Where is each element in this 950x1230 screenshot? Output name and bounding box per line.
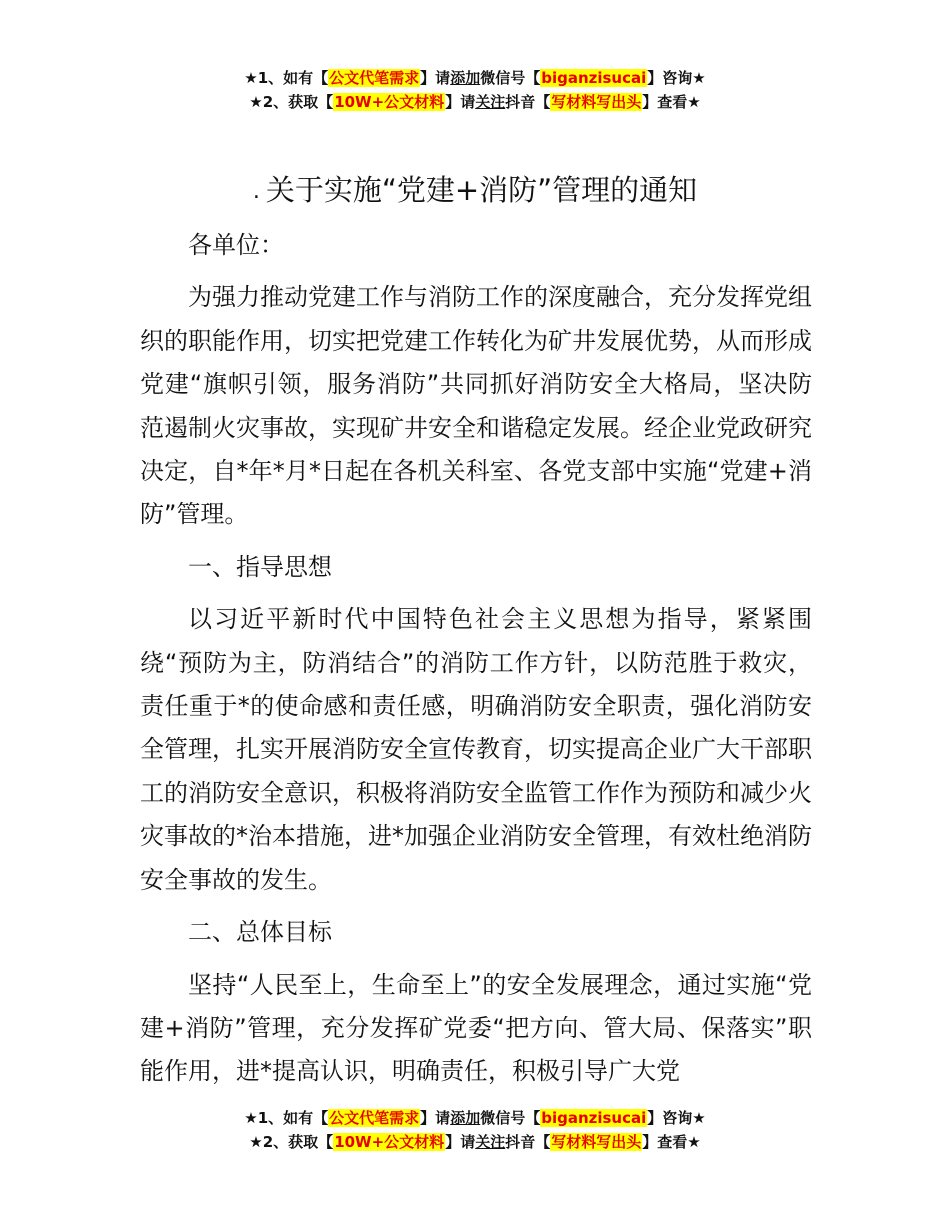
promo-underlined-text: 关注 [475, 93, 506, 111]
promo-text: 抖音【 [505, 1133, 551, 1151]
promo-text: 】查看★ [642, 93, 701, 111]
promo-text: 微信号【 [480, 69, 541, 87]
section-body-guiding-ideology: 以习近平新时代中国特色社会主义思想为指导，紧紧围绕“预防为主，防消结合”的消防工作方针，以防范胜于救灾，责任重于*的使命感和责任感，明确消防安全职责，强化消防安全管理，扎实开展消防安全宣传教育，切实提高企业广大干部职工的消防安全意识，积极将消防安全监管工作作为预防和减少火灾事故的*治本措施，进*加强企业消防安全管理，有效杜绝消防安全事故的发生。 [140, 605, 812, 894]
title-mark: . [252, 179, 260, 204]
section-heading-guiding-ideology: 一、指导思想 [188, 552, 332, 581]
promo-line-1 [0, 1106, 950, 1130]
promo-wechat-id: biganzisucai [541, 69, 647, 87]
promo-line-2 [0, 1130, 950, 1154]
promo-douyin-account: 写材料写出头 [551, 93, 642, 111]
promo-text: 抖音【 [505, 93, 551, 111]
section-heading-overall-goal: 二、总体目标 [188, 918, 332, 947]
title-text: 关于实施“党建+消防”管理的通知 [265, 173, 698, 207]
promo-text: 】请 [445, 1133, 476, 1151]
promo-text: ★2、获取【 [249, 1133, 334, 1151]
promo-text: ★1、如有【 [244, 69, 329, 87]
promo-highlight: 公文代笔需求 [329, 69, 420, 87]
promo-highlight: 10W+公文材料 [334, 93, 445, 111]
promo-line-1 [0, 66, 950, 90]
promo-highlight: 公文代笔需求 [329, 1109, 420, 1127]
promo-text: 】查看★ [642, 1133, 701, 1151]
promo-text: 微信号【 [480, 1109, 541, 1127]
promo-text: ★1、如有【 [244, 1109, 329, 1127]
promo-text: 】请 [420, 1109, 451, 1127]
promo-text: ★2、获取【 [249, 93, 334, 111]
promo-text: 】咨询★ [647, 1109, 706, 1127]
promo-underlined-text: 关注 [475, 1133, 506, 1151]
footer-promo-banner [0, 1106, 950, 1154]
promo-underlined-text: 添加 [450, 69, 481, 87]
promo-highlight: 10W+公文材料 [334, 1133, 445, 1151]
header-promo-banner [0, 66, 950, 114]
promo-underlined-text: 添加 [450, 1109, 481, 1127]
promo-text: 】请 [420, 69, 451, 87]
intro-paragraph: 为强力推动党建工作与消防工作的深度融合，充分发挥党组织的职能作用，切实把党建工作转化为矿井发展优势，从而形成党建“旗帜引领，服务消防”共同抓好消防安全大格局，坚决防范遏制火灾事故，实现矿井安全和谐稳定发展。经企业党政研究决定，自*年*月*日起在各机关科室、各党支部中实施“党建+消防”管理。 [140, 283, 812, 529]
document-body [140, 224, 812, 1103]
document-title [0, 166, 950, 216]
salutation: 各单位： [188, 231, 284, 259]
promo-douyin-account: 写材料写出头 [551, 1133, 642, 1151]
promo-text: 】请 [445, 93, 476, 111]
promo-wechat-id: biganzisucai [541, 1109, 647, 1127]
promo-line-2 [0, 90, 950, 114]
section-body-overall-goal: 坚持“人民至上，生命至上”的安全发展理念，通过实施“党建+消防”管理，充分发挥矿党委“把方向、管大局、保落实”职能作用，进*提高认识，明确责任，积极引导广大党 [140, 970, 812, 1086]
promo-text: 】咨询★ [647, 69, 706, 87]
